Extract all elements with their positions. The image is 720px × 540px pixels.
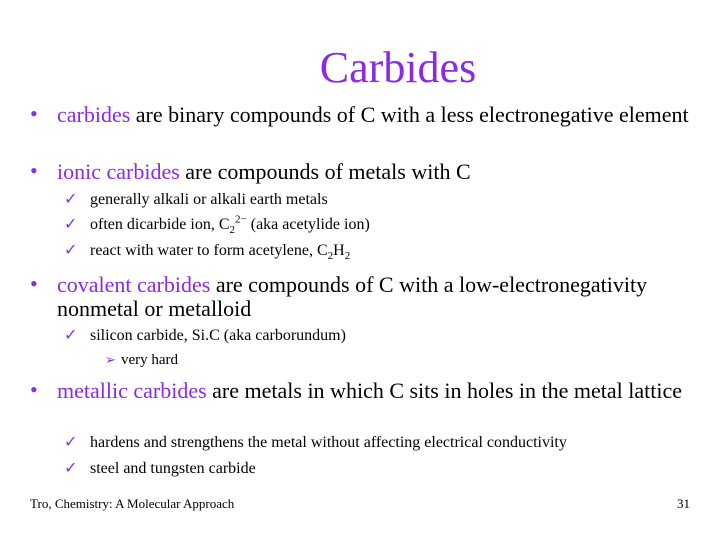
check-icon: ✓ [64, 191, 78, 208]
bullet-text [57, 160, 717, 184]
bullet-marker: • [30, 101, 38, 126]
formula-subscript: 2 [327, 250, 334, 263]
page-number: 31 [677, 496, 690, 511]
arrow-icon: ➢ [105, 352, 116, 367]
sub-item-text: silicon carbide, Si.C (aka carborundum) [90, 327, 346, 344]
term-ionic-carbides: ionic carbides [57, 159, 180, 184]
sub-item-text: generally alkali or alkali earth metals [90, 191, 328, 208]
sub-item-text: hardens and strengthens the metal without affecting electrical conductivity [90, 434, 567, 451]
bullet-rest: are binary compounds of C with a less electronegative element [130, 102, 689, 127]
formula-superscript: 2− [235, 213, 247, 226]
formula-text: react with water to form acetylene, C [90, 242, 328, 259]
footer-source: Tro, Chemistry: A Molecular Approach [30, 496, 235, 511]
term-metallic-carbides: metallic carbides [57, 378, 207, 403]
bullet-rest: are metals in which C sits in holes in the metal lattice [206, 378, 682, 403]
sub-item-text [90, 214, 370, 236]
slide-title: Carbides [319, 43, 477, 92]
formula-text: H [333, 242, 345, 259]
bullet-marker: • [30, 271, 38, 296]
bullet-text [57, 379, 717, 403]
check-icon: ✓ [64, 460, 78, 477]
bullet-text [57, 103, 717, 127]
bullet-rest: are compounds of metals with C [179, 159, 471, 184]
check-icon: ✓ [64, 327, 78, 344]
bullet-rest: are compounds of C with a low-electronegativity nonmetal or metalloid [57, 272, 648, 321]
formula-text: (aka acetylide ion) [246, 216, 370, 233]
term-covalent-carbides: covalent carbides [57, 272, 211, 297]
bullet-marker: • [30, 158, 38, 183]
check-icon: ✓ [64, 216, 78, 233]
formula-subscript: 2 [344, 250, 351, 263]
sub-item-text [90, 240, 350, 262]
bullet-marker: • [30, 377, 38, 402]
bullet-text [57, 273, 717, 321]
check-icon: ✓ [64, 242, 78, 259]
formula-text: often dicarbide ion, C [90, 216, 230, 233]
check-icon: ✓ [64, 434, 78, 451]
sub-item-text: steel and tungsten carbide [90, 460, 256, 477]
formula-subscript: 2 [229, 224, 236, 237]
term-carbides: carbides [57, 102, 131, 127]
sub-sub-item-text: very hard [121, 352, 179, 368]
